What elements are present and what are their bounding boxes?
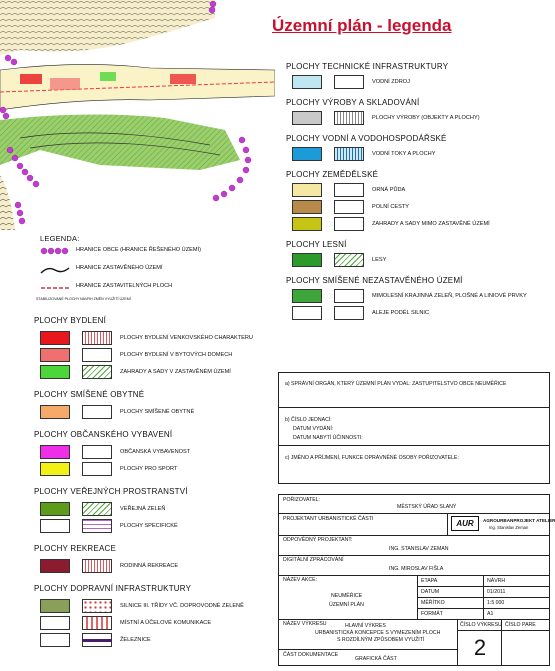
legend-item-label: ZAHRADY A SADY MIMO ZASTAVĚNÉ ÚZEMÍ xyxy=(372,221,490,227)
swatch-existing xyxy=(292,217,322,231)
col-label-proposed: NÁVRH ZMĚN VYUŽITÍ ÚZEMÍ xyxy=(80,297,131,301)
approval-box xyxy=(278,372,550,484)
tb-vykres-desc1: URBANISTICKÁ KONCEPCE S VYMEZENÍM PLOCH xyxy=(315,630,441,636)
swatch-proposed xyxy=(334,217,364,231)
swatch-proposed xyxy=(82,599,112,613)
swatch-existing xyxy=(292,289,322,303)
swatch-existing xyxy=(40,599,70,613)
tb-dig: ING. MIROSLAV FIŠLA xyxy=(389,566,444,572)
swatch-existing xyxy=(292,111,322,125)
swatch-proposed xyxy=(82,616,112,630)
tb-vykres-main: HLAVNÍ VÝKRES xyxy=(345,623,386,629)
swatch-proposed xyxy=(82,462,112,476)
approval-b-vydani: DATUM VYDÁNÍ: xyxy=(293,426,334,432)
map-fragment xyxy=(0,0,275,230)
boundary-dots-icon xyxy=(40,244,70,256)
legend-item-label: VEŘEJNÁ ZELEŇ xyxy=(120,506,166,512)
legend-item-label: ALEJE PODÉL SILNIC xyxy=(372,310,429,316)
legend-item-label: VODNÍ TOKY A PLOCHY xyxy=(372,151,436,157)
swatch-proposed xyxy=(334,253,364,267)
tb-company: AGROURBANPROJEKT ATELIER xyxy=(483,518,555,523)
swatch-existing xyxy=(40,519,70,533)
swatch-proposed xyxy=(334,111,364,125)
tb-company-sub: Ing. Stanislav Zeman xyxy=(489,525,529,530)
tb-vykres-desc2: S ROZDÍLNÝM ZPŮSOBEM VYUŽITÍ xyxy=(337,637,425,643)
swatch-existing xyxy=(292,253,322,267)
title-block xyxy=(278,494,555,666)
legend-item-label: SILNICE III. TŘÍDY VČ. DOPROVODNÉ ZELENĚ xyxy=(120,603,244,609)
legend-left-column xyxy=(0,316,275,671)
swatch-proposed xyxy=(334,183,364,197)
legend-item-label: PLOCHY BYDLENÍ V BYTOVÝCH DOMECH xyxy=(120,352,233,358)
swatch-proposed xyxy=(82,559,112,573)
swatch-proposed xyxy=(82,519,112,533)
tb-odp: ING. STANISLAV ZEMAN xyxy=(389,546,449,552)
section-heading: PLOCHY DOPRAVNÍ INFRASTRUKTURY xyxy=(34,584,192,593)
page-title: Územní plán - legenda xyxy=(272,16,452,35)
approval-a: a) SPRÁVNÍ ORGÁN, KTERÝ ÚZEMNÍ PLÁN VYDAL: ZASTUPITELSTVO OBCE NEUMĚŘICE xyxy=(285,381,507,387)
swatch-proposed xyxy=(82,348,112,362)
swatch-proposed xyxy=(334,75,364,89)
swatch-proposed xyxy=(334,289,364,303)
swatch-existing xyxy=(40,559,70,573)
swatch-proposed xyxy=(334,147,364,161)
legend-line-label: HRANICE ZASTAVĚNÉHO ÚZEMÍ xyxy=(76,265,163,271)
tb-format: A1 xyxy=(487,611,494,617)
section-heading: PLOCHY REKREACE xyxy=(34,544,116,553)
approval-c: c) JMÉNO A PŘÍJMENÍ, FUNKCE OPRÁVNĚNÉ OSOBY POŘIZOVATELE: xyxy=(285,455,459,461)
tb-cislo: 2 xyxy=(473,635,487,660)
section-heading: PLOCHY VODNÍ A VODOHOSPODÁŘSKÉ xyxy=(286,134,447,143)
swatch-proposed xyxy=(82,633,112,647)
legend-line-label: HRANICE OBCE (HRANICE ŘEŠENÉHO ÚZEMÍ) xyxy=(76,247,201,253)
tb-akce1: NEUMĚŘICE xyxy=(331,593,363,599)
tb-datum-label: DATUM xyxy=(421,589,440,595)
legend-item-label: PLOCHY BYDLENÍ VENKOVSKÉHO CHARAKTERU xyxy=(120,335,253,341)
swatch-existing xyxy=(292,183,322,197)
legend-item-label: PLOCHY PRO SPORT xyxy=(120,466,178,472)
swatch-existing xyxy=(40,462,70,476)
col-label-existing: STABILIZOVANÉ PLOCHY xyxy=(36,297,80,301)
tb-meritko-label: MĚŘÍTKO xyxy=(421,600,445,606)
legend-item-label: RODINNÁ REKREACE xyxy=(120,563,179,569)
swatch-existing xyxy=(40,502,70,516)
section-heading: PLOCHY OBČANSKÉHO VYBAVENÍ xyxy=(34,430,173,439)
legend-item-label: ORNÁ PŮDA xyxy=(372,187,406,193)
tb-format-label: FORMÁT xyxy=(421,611,443,617)
tb-cast-label: ČÁST DOKUMENTACE xyxy=(283,652,339,658)
swatch-proposed xyxy=(334,200,364,214)
legend-item-label: POLNÍ CESTY xyxy=(372,204,409,210)
legend-item-label: MIMOLESNÍ KRAJINNÁ ZELEŇ, PLOŠNÉ A LINIOVÉ PRVKY xyxy=(372,293,527,299)
tb-akce-label: NÁZEV AKCE: xyxy=(283,577,318,583)
section-heading: PLOCHY LESNÍ xyxy=(286,240,347,249)
tb-cislo-label: ČÍSLO VÝKRESU xyxy=(460,622,502,628)
tb-pare-label: ČÍSLO PARE xyxy=(505,622,536,628)
section-heading: PLOCHY BYDLENÍ xyxy=(34,316,107,325)
legend-item-label: MÍSTNÍ A ÚČELOVÉ KOMUNIKACE xyxy=(120,620,212,626)
tb-etapa: NÁVRH xyxy=(487,578,506,584)
tb-cast: GRAFICKÁ ČÁST xyxy=(355,656,397,662)
swatch-proposed xyxy=(334,306,364,320)
swatch-proposed xyxy=(82,365,112,379)
tb-porizovatel: MĚSTSKÝ ÚŘAD SLANÝ xyxy=(397,504,457,510)
map-drawing xyxy=(0,0,275,230)
tb-akce2: ÚZEMNÍ PLÁN xyxy=(329,602,364,608)
section-heading: PLOCHY SMÍŠENÉ NEZASTAVĚNÉHO ÚZEMÍ xyxy=(286,276,463,285)
swatch-proposed xyxy=(82,445,112,459)
swatch-existing xyxy=(292,75,322,89)
section-heading: PLOCHY VEŘEJNÝCH PROSTRANSTVÍ xyxy=(34,487,188,496)
swatch-proposed xyxy=(82,331,112,345)
legend-header: LEGENDA: xyxy=(40,234,80,243)
swatch-existing xyxy=(40,331,70,345)
legend-item-label: VODNÍ ZDROJ xyxy=(372,79,410,85)
swatch-existing xyxy=(40,633,70,647)
legend-item-label: PLOCHY SMÍŠENÉ OBYTNÉ xyxy=(120,409,195,415)
tb-etapa-label: ETAPA xyxy=(421,578,438,584)
legend-item-label: LESY xyxy=(372,257,387,263)
swatch-existing xyxy=(40,405,70,419)
section-heading: PLOCHY VÝROBY A SKLADOVÁNÍ xyxy=(286,98,420,107)
built-boundary-icon xyxy=(40,263,70,275)
tb-projektant-label: PROJEKTANT URBANISTICKÉ ČÁSTI xyxy=(283,516,374,522)
legend-line-label: HRANICE ZASTAVITELNÝCH PLOCH xyxy=(76,283,173,289)
swatch-existing xyxy=(292,306,322,320)
tb-meritko: 1:5 000 xyxy=(487,600,505,606)
swatch-existing xyxy=(40,445,70,459)
legend-item-label: ZAHRADY A SADY V ZASTAVĚNÉM ÚZEMÍ xyxy=(120,369,231,375)
tb-vykres-label: NÁZEV VÝKRESU xyxy=(283,621,327,627)
swatch-existing xyxy=(292,200,322,214)
approval-b-title: b) ČÍSLO JEDNACÍ: xyxy=(285,417,332,423)
tb-datum: 01/2011 xyxy=(487,589,506,595)
swatch-proposed xyxy=(82,502,112,516)
company-logo: AUR xyxy=(451,516,479,531)
tb-porizovatel-label: POŘIZOVATEL: xyxy=(283,497,320,503)
swatch-existing xyxy=(40,348,70,362)
swatch-existing xyxy=(292,147,322,161)
buildable-boundary-icon xyxy=(40,281,70,293)
tb-odp-label: ODPOVĚDNÝ PROJEKTANT: xyxy=(283,537,353,543)
legend-right-column xyxy=(282,62,555,352)
swatch-existing xyxy=(40,616,70,630)
legend-item-label: PLOCHY VÝROBY (OBJEKTY A PLOCHY) xyxy=(372,115,480,121)
legend-item-label: PLOCHY SPECIFICKÉ xyxy=(120,523,178,529)
swatch-proposed xyxy=(82,405,112,419)
section-heading: PLOCHY TECHNICKÉ INFRASTRUKTURY xyxy=(286,62,449,71)
section-heading: PLOCHY SMÍŠENÉ OBYTNÉ xyxy=(34,390,145,399)
approval-b-ucinnost: DATUM NABYTÍ ÚČINNOSTI: xyxy=(293,435,363,441)
section-heading: PLOCHY ZEMĚDĚLSKÉ xyxy=(286,170,379,179)
tb-dig-label: DIGITÁLNÍ ZPRACOVÁNÍ xyxy=(283,557,344,563)
legend-item-label: OBČANSKÁ VYBAVENOST xyxy=(120,449,191,455)
swatch-existing xyxy=(40,365,70,379)
legend-item-label: ŽELEZNICE xyxy=(120,637,151,643)
